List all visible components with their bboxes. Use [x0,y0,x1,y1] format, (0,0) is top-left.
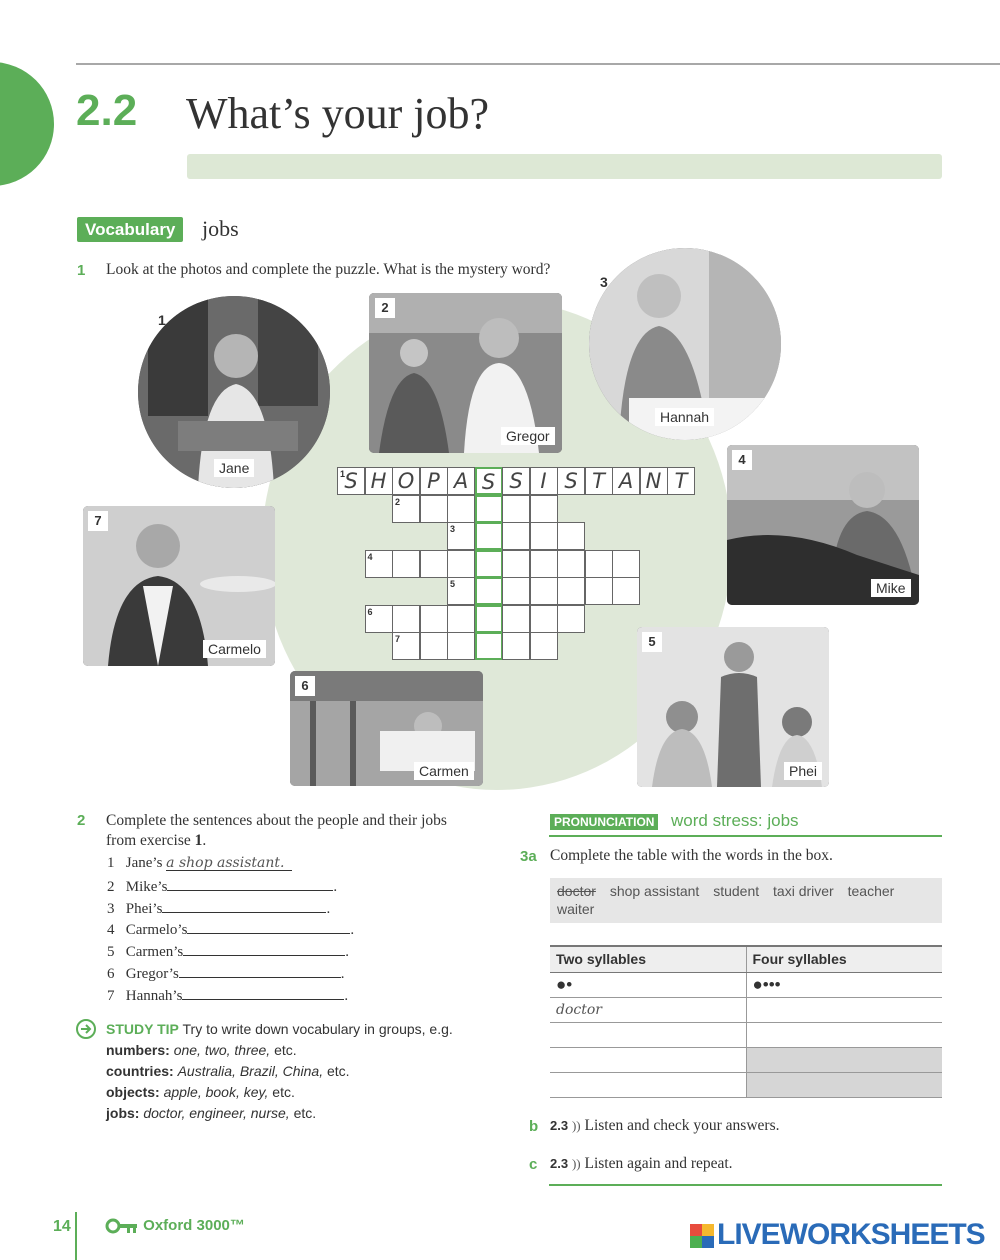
answer-blank[interactable] [162,899,326,913]
oxford-3000 [105,1217,245,1234]
exercise-1-number: 1 [77,262,86,279]
crossword-cell[interactable] [392,632,420,660]
sentence-subject: Mike’s [125,879,168,895]
pronunciation-tag: PRONUNCIATION [550,814,658,830]
answer-blank[interactable] [183,942,345,956]
crossword-cell[interactable] [557,467,585,495]
crossword-letter: S [509,469,523,493]
sentence-subject: Phei’s [125,901,163,917]
crossword-cell[interactable] [612,467,640,495]
vocabulary-tag: Vocabulary [77,217,183,242]
crossword-clue-number: 6 [367,606,373,617]
crossword-cell[interactable] [612,577,640,605]
tip-key: numbers: [106,1042,170,1058]
sentence-number: 3 [107,901,115,917]
name-label: Carmen [414,762,474,780]
word-item: teacher [847,883,895,899]
period: . [340,966,345,982]
name-label: Hannah [655,408,714,426]
exercise-2-instruction [106,811,447,851]
exercise-ref: 1 [194,832,203,849]
crossword-cell[interactable] [420,632,448,660]
crossword-cell[interactable] [612,550,640,578]
crossword-mystery-cell[interactable] [475,467,503,495]
sentence-number: 2 [107,879,115,895]
photo-number: 6 [295,676,315,696]
exercise-3b-number: b [529,1118,539,1135]
oxford-label: Oxford 3000™ [143,1217,245,1234]
photo-number: 5 [642,632,662,652]
table-cell[interactable] [550,1022,746,1047]
word-box [550,878,942,923]
crossword-cell[interactable] [447,495,475,523]
tip-key: objects: [106,1084,160,1100]
table-cell[interactable] [746,997,942,1022]
crossword-cell[interactable] [447,577,475,605]
crossword-mystery-cell[interactable] [475,632,503,660]
tip-examples: one, two, three, [173,1042,271,1058]
footer-bar [75,1212,77,1260]
word-item: shop assistant [609,883,700,899]
answer-blank[interactable] [167,877,333,891]
crossword-cell[interactable] [502,550,530,578]
liveworksheets-logo[interactable] [690,1218,985,1252]
study-tip [106,1019,453,1124]
crossword-cell[interactable] [530,495,558,523]
answer-blank[interactable]: a shop assistant. [166,855,292,871]
crossword-cell[interactable] [530,605,558,633]
crossword-cell[interactable] [447,632,475,660]
tip-examples: Australia, Brazil, China, [177,1063,324,1079]
top-rule [76,63,1000,65]
crossword-letter: H [370,469,387,493]
study-tip-intro: Try to write down vocabulary in groups, e.g. [182,1021,453,1037]
crossword-clue-number: 5 [450,579,456,589]
crossword-cell[interactable] [640,467,668,495]
word-item: taxi driver [773,883,834,899]
exercise-3c-text: Listen again and repeat. [584,1155,733,1172]
crossword-cell[interactable] [530,632,558,660]
photo-number: 1 [158,312,166,328]
period: . [350,922,355,938]
photo-number: 3 [600,274,608,290]
brand-text: LIVEWORKSHEETS [717,1218,985,1251]
crossword-cell[interactable] [392,495,420,523]
column-header-two-syllables: Two syllables [550,946,746,972]
crossword-cell[interactable] [447,522,475,550]
sentence-subject: Hannah’s [125,988,183,1004]
sentence-number: 5 [107,944,115,960]
table-cell[interactable] [746,1022,942,1047]
crossword-cell[interactable] [530,550,558,578]
crossword-cell[interactable] [365,467,393,495]
crossword-cell[interactable] [530,467,558,495]
crossword-clue-number: 2 [395,496,401,507]
sentence-7 [107,986,348,1005]
crossword-cell[interactable] [392,550,420,578]
crossword-cell[interactable] [420,550,448,578]
crossword-cell[interactable] [447,467,475,495]
crossword-mystery-cell[interactable] [475,577,503,605]
exercise-3b-instruction [550,1117,779,1135]
tip-key: jobs: [106,1105,140,1121]
sentence-4 [107,920,354,939]
sentence-number: 4 [107,922,115,938]
name-label: Mike [871,579,911,597]
exercise-3a-number: 3a [520,848,537,865]
sentence-1 [107,855,292,872]
answer-blank[interactable] [179,964,341,978]
name-label: Gregor [501,427,555,445]
pronunciation-topic: word stress: jobs [671,811,799,830]
tip-key: countries: [106,1063,174,1079]
word-item: doctor [557,883,596,899]
audio-icon[interactable]: )) [571,1156,581,1171]
table-cell-example[interactable]: doctor [550,997,746,1022]
sentence-2 [107,877,337,896]
arrow-circle-icon [76,1019,96,1039]
unit-corner-circle [0,62,54,186]
page-title: What’s your job? [186,89,490,138]
track-number: 2.3 [550,1118,569,1133]
crossword-mystery-cell[interactable] [475,550,503,578]
word-item: waiter [557,901,595,917]
photo-number: 2 [375,298,395,318]
crossword-cell[interactable] [502,522,530,550]
crossword-cell[interactable] [337,467,365,495]
period: . [333,879,338,895]
table-cell[interactable] [550,1047,746,1072]
stress-pattern-two: ●• [550,972,746,997]
period: . [344,988,349,1004]
syllable-table [550,945,942,1098]
title-band [187,154,942,179]
crossword-letter: N [645,469,662,493]
crossword-clue-number: 7 [395,634,401,644]
crossword-letter: T [592,469,605,493]
crossword-letter: S [481,470,496,494]
crossword-cell[interactable] [585,550,613,578]
exercise-3a-instruction: Complete the table with the words in the box. [550,847,833,864]
crossword-cell[interactable] [502,495,530,523]
crossword-cell[interactable] [365,605,393,633]
tip-etc: etc. [326,1063,350,1079]
unit-number: 2.2 [76,86,138,135]
tip-etc: etc. [272,1084,295,1100]
exercise-2-instruction-line2: from exercise [106,832,191,849]
sentence-3 [107,899,330,918]
name-label: Phei [784,762,822,780]
crossword-clue-number: 4 [367,551,373,562]
crossword-cell[interactable] [420,467,448,495]
word-item: student [713,883,760,899]
crossword-cell[interactable] [502,577,530,605]
table-cell[interactable] [550,1072,746,1097]
crossword-cell[interactable] [447,605,475,633]
track-number: 2.3 [550,1156,569,1171]
answer-blank[interactable] [182,986,344,1000]
period: . [202,832,207,849]
sentence-number: 7 [107,988,115,1004]
key-icon [105,1218,139,1234]
crossword-cell[interactable] [392,467,420,495]
period: . [326,901,331,917]
crossword-cell[interactable] [557,522,585,550]
crossword-cell[interactable] [392,605,420,633]
period: . [345,944,349,960]
sentence-6 [107,964,345,983]
crossword-cell[interactable] [557,577,585,605]
crossword-mystery-cell[interactable] [475,522,503,550]
crossword-cell[interactable] [365,550,393,578]
tip-examples: apple, book, key, [163,1084,269,1100]
exercise-2-number: 2 [77,812,86,829]
exercise-3b-text: Listen and check your answers. [584,1117,780,1134]
stress-pattern-four: ●••• [746,972,942,997]
crossword-cell[interactable] [585,467,613,495]
photo-number: 4 [732,450,752,470]
crossword-mystery-cell[interactable] [475,605,503,633]
crossword-cell[interactable] [530,522,558,550]
crossword-clue-number: 1 [340,469,346,479]
exercise-3c-instruction [550,1155,733,1173]
crossword-cell[interactable] [502,467,530,495]
crossword-letter: I [540,469,547,493]
crossword-letter: O [397,469,415,493]
exercise-2-instruction-line1: Complete the sentences about the people and their jobs [106,812,447,829]
answer-blank[interactable] [187,920,350,934]
exercise-3c-number: c [529,1156,538,1173]
crossword-cell[interactable] [502,605,530,633]
study-tip-label: STUDY TIP [106,1021,179,1037]
tip-etc: etc. [293,1105,317,1121]
name-label: Carmelo [203,640,266,658]
photo-number: 7 [88,511,108,531]
crossword-letter: A [453,469,469,493]
page-number: 14 [53,1218,71,1235]
crossword-letter: T [674,469,688,493]
tip-etc: etc. [274,1042,297,1058]
crossword-letter: S [344,469,358,493]
crossword-cell[interactable] [585,577,613,605]
sentence-number: 6 [107,966,115,982]
crossword-cell[interactable] [557,605,585,633]
crossword-mystery-cell[interactable] [475,495,503,523]
tip-examples: doctor, engineer, nurse, [143,1105,290,1121]
crossword-cell[interactable] [420,605,448,633]
crossword-letter: S [564,469,578,493]
crossword-letter: A [618,469,634,493]
column-header-four-syllables: Four syllables [746,946,942,972]
table-cell-shaded [746,1047,942,1072]
section-rule [549,1184,942,1186]
crossword-letter: P [427,469,440,493]
sentence-subject: Carmelo’s [125,922,188,938]
crossword-cell[interactable] [502,632,530,660]
sentence-number: 1 [107,855,115,871]
vocabulary-topic: jobs [202,216,239,241]
audio-icon[interactable]: )) [571,1118,581,1133]
crossword-cell[interactable] [447,550,475,578]
section-rule [549,835,942,837]
sentence-subject: Carmen’s [125,944,184,960]
liveworksheets-mark-icon [690,1224,714,1248]
name-label: Jane [214,459,254,477]
sentence-subject: Gregor’s [125,966,179,982]
exercise-1-instruction: Look at the photos and complete the puzzle. What is the mystery word? [106,261,551,278]
crossword-cell[interactable] [420,495,448,523]
sentence-subject: Jane’s [125,855,163,871]
crossword-cell[interactable] [557,550,585,578]
crossword-clue-number: 3 [450,524,456,534]
crossword-cell[interactable] [667,467,695,495]
crossword-cell[interactable] [530,577,558,605]
table-cell-shaded [746,1072,942,1097]
sentence-5 [107,942,349,961]
